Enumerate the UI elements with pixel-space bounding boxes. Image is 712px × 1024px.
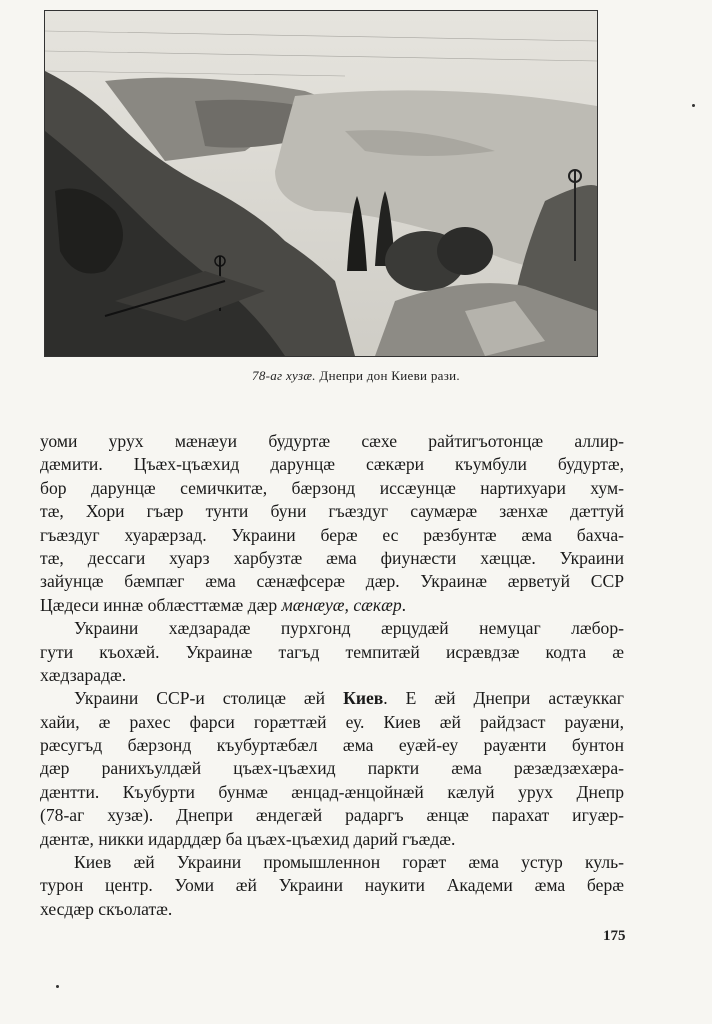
text-line: (78-аг хузæ). Днепри æндегæй радаргъ æнцæ парахат игуæр- [40,805,624,826]
paragraph [40,687,624,851]
body-text [40,430,624,921]
text-line: бор дарунцæ семичкитæ, бæрзонд иссæунцæ нартихуари хум- [40,477,624,498]
text-span: . Е æй Днепри астæуккаг [383,688,625,709]
paragraph [40,430,624,617]
figure-caption-text: Днепри дон Киеви рази. [319,368,460,383]
text-line: дæр ранихъулдæй цъæх-цъæхид паркти æма рæзæдзæхæра- [40,758,624,779]
text-line [40,687,624,710]
text-span: . [401,594,407,615]
text-span: Украини ССР-и столицæ æй [74,688,344,709]
text-line: Украини хæдзарадæ пурхгонд æрцудæй немуцаг лæбор- [74,618,624,639]
text-line: Киев æй Украини промышленнон горæт æма устур куль- [74,852,624,873]
text-line: гъæздуг хуарæрзад. Украини берæ ес рæзбунтæ æма бахча- [40,524,624,545]
print-speck [692,104,695,107]
text-line: тæ, дессаги хуарз харбузтæ æма фиунæсти хæццæ. Украини [40,547,624,568]
print-speck [56,985,59,988]
text-span: Цæдеси иннæ облæсттæмæ дæр [40,594,282,615]
text-line: тæ, Хори гъæр тунти буни гъæздуг саумæрæ зæнхæ дæттуй [40,501,624,522]
landscape-image-icon [45,11,597,356]
paragraph [40,617,624,687]
text-line: дæмити. Цъæх-цъæхид дарунцæ сæкæри къумбули будуртæ, [40,454,624,475]
italic-term: мæнæуæ, сæкæр [281,594,402,615]
landscape-illustration [44,10,598,357]
text-line [40,594,624,617]
bold-term: Киев [343,688,384,709]
text-line: хайи, æ рахес фарси горæттæй еу. Киев æй райдзаст рауæни, [40,711,624,732]
text-line: уоми урух мæнæуи будуртæ сæхе райтигъотонцæ аллир- [40,431,624,451]
figure-caption [0,368,712,384]
paragraph [40,851,624,921]
text-line: гути къохæй. Украинæ тагъд темпитæй исрæвдзæ кодта æ [40,641,624,662]
text-line: дæнтæ, никки идарддæр ба цъæх-цъæхид дарий гъæдæ. [40,828,456,849]
text-line: рæсугъд бæрзонд къубуртæбæл æма еуæй-еу рауæнти бунтон [40,735,624,756]
text-line: турон центр. Уоми æй Украини наукити Академи æма берæ [40,875,624,896]
text-line: хесдæр скъолатæ. [40,898,173,919]
text-line: зайунцæ бæмпæг æма сæнæфсерæ дæр. Украинæ æрветуй ССР [40,571,624,592]
text-line: дæнтти. Къубурти бунмæ æнцад-æнцойнæй кæлуй урух Днепр [40,781,624,802]
text-line: хæдзарадæ. [40,664,127,685]
page-number: 175 [603,928,626,944]
figure-number: 78-аг хузæ. [252,368,316,383]
